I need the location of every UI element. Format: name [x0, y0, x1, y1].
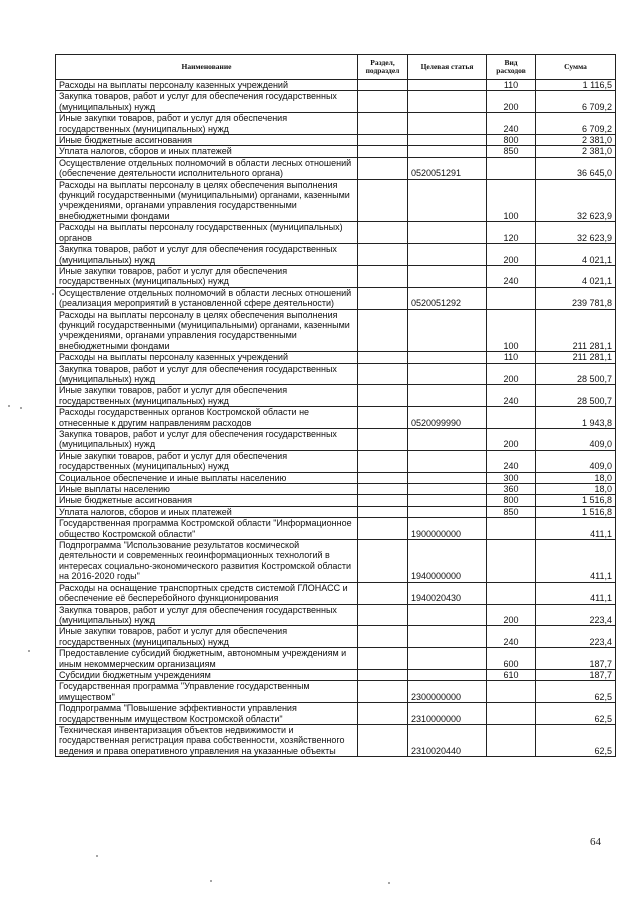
table-row — [56, 80, 616, 91]
row-section — [358, 669, 408, 680]
row-name: Иные бюджетные ассигнования — [56, 495, 358, 506]
row-target: 0520051291 — [408, 157, 487, 179]
table-row — [56, 222, 616, 244]
table-row — [56, 450, 616, 472]
row-target — [408, 363, 487, 385]
row-sum: 223,4 — [536, 626, 616, 648]
row-target: 2300000000 — [408, 681, 487, 703]
row-sum: 2 381,0 — [536, 146, 616, 157]
row-sum: 211 281,1 — [536, 352, 616, 363]
row-name: Иные выплаты населению — [56, 484, 358, 495]
table-row — [56, 518, 616, 540]
row-target: 1900000000 — [408, 518, 487, 540]
row-name: Иные закупки товаров, работ и услуг для обеспечения государственных (муниципальных) нужд — [56, 113, 358, 135]
row-target — [408, 222, 487, 244]
row-name: Закупка товаров, работ и услуг для обеспечения государственных (муниципальных) нужд — [56, 244, 358, 266]
row-sum: 6 709,2 — [536, 113, 616, 135]
row-type — [487, 703, 536, 725]
row-section — [358, 703, 408, 725]
row-sum: 28 500,7 — [536, 385, 616, 407]
table-body — [56, 80, 616, 757]
row-target — [408, 135, 487, 146]
table-row — [56, 429, 616, 451]
row-name: Предоставление субсидий бюджетным, автономным учреждениям и иным некоммерческим организациям — [56, 648, 358, 670]
scan-speck — [52, 293, 54, 295]
header-sum: Сумма — [536, 55, 616, 80]
header-target: Целевая статья — [408, 55, 487, 80]
row-type: 800 — [487, 495, 536, 506]
row-target — [408, 484, 487, 495]
row-section — [358, 363, 408, 385]
row-sum: 18,0 — [536, 484, 616, 495]
table-row — [56, 506, 616, 517]
row-section — [358, 518, 408, 540]
row-section — [358, 265, 408, 287]
row-sum: 32 623,9 — [536, 222, 616, 244]
row-section — [358, 80, 408, 91]
row-sum: 411,1 — [536, 540, 616, 583]
row-name: Государственная программа "Управление государственным имуществом" — [56, 681, 358, 703]
row-sum: 1 116,5 — [536, 80, 616, 91]
row-name: Подпрограмма "Использование результатов космической деятельности и современных геоинформационных технологий в интересах социально-экономического развития Костромской области на 2016-2020 годы" — [56, 540, 358, 583]
row-target: 2310000000 — [408, 703, 487, 725]
row-target — [408, 450, 487, 472]
table-row — [56, 352, 616, 363]
header-type: Вид расходов — [487, 55, 536, 80]
row-section — [358, 724, 408, 756]
table-row — [56, 91, 616, 113]
row-type: 110 — [487, 352, 536, 363]
row-name: Расходы на выплаты персоналу в целях обеспечения выполнения функций государственными (муниципальными) органами, казенными учреждениями, органами управления государственными внебюджетными фондами — [56, 179, 358, 222]
row-sum: 223,4 — [536, 604, 616, 626]
scan-speck — [210, 880, 212, 882]
row-section — [358, 648, 408, 670]
table-row — [56, 681, 616, 703]
row-type: 240 — [487, 113, 536, 135]
row-name: Расходы на выплаты персоналу казенных учреждений — [56, 80, 358, 91]
row-sum: 32 623,9 — [536, 179, 616, 222]
scan-speck — [28, 650, 30, 652]
row-type: 200 — [487, 244, 536, 266]
table-header — [56, 55, 616, 80]
scan-speck — [20, 407, 22, 409]
row-target — [408, 495, 487, 506]
row-target: 2310020440 — [408, 724, 487, 756]
row-name: Иные закупки товаров, работ и услуг для обеспечения государственных (муниципальных) нужд — [56, 626, 358, 648]
table-row — [56, 309, 616, 352]
row-section — [358, 429, 408, 451]
row-sum: 409,0 — [536, 450, 616, 472]
row-sum: 187,7 — [536, 669, 616, 680]
header-row — [56, 55, 616, 80]
row-type: 360 — [487, 484, 536, 495]
row-target — [408, 265, 487, 287]
row-type: 100 — [487, 309, 536, 352]
table-row — [56, 724, 616, 756]
row-sum: 28 500,7 — [536, 363, 616, 385]
row-target — [408, 385, 487, 407]
row-section — [358, 179, 408, 222]
row-section — [358, 407, 408, 429]
table-row — [56, 179, 616, 222]
row-target — [408, 179, 487, 222]
row-name: Осуществление отдельных полномочий в области лесных отношений (обеспечение деятельности исполнительного органа) — [56, 157, 358, 179]
row-type: 240 — [487, 626, 536, 648]
row-type — [487, 724, 536, 756]
row-type: 240 — [487, 265, 536, 287]
row-target — [408, 669, 487, 680]
table-row — [56, 626, 616, 648]
scan-speck — [96, 855, 98, 857]
row-target — [408, 604, 487, 626]
row-section — [358, 506, 408, 517]
row-target — [408, 429, 487, 451]
row-section — [358, 540, 408, 583]
row-name: Закупка товаров, работ и услуг для обеспечения государственных (муниципальных) нужд — [56, 429, 358, 451]
row-sum: 4 021,1 — [536, 244, 616, 266]
row-target — [408, 506, 487, 517]
row-target: 1940000000 — [408, 540, 487, 583]
row-section — [358, 352, 408, 363]
row-target — [408, 309, 487, 352]
row-name: Уплата налогов, сборов и иных платежей — [56, 146, 358, 157]
row-sum: 211 281,1 — [536, 309, 616, 352]
row-name: Закупка товаров, работ и услуг для обеспечения государственных (муниципальных) нужд — [56, 363, 358, 385]
row-name: Закупка товаров, работ и услуг для обеспечения государственных (муниципальных) нужд — [56, 604, 358, 626]
row-type: 200 — [487, 363, 536, 385]
row-type: 200 — [487, 604, 536, 626]
row-name: Иные закупки товаров, работ и услуг для обеспечения государственных (муниципальных) нужд — [56, 265, 358, 287]
table-row — [56, 135, 616, 146]
row-section — [358, 287, 408, 309]
row-section — [358, 681, 408, 703]
row-section — [358, 113, 408, 135]
row-target: 1940020430 — [408, 582, 487, 604]
row-sum: 6 709,2 — [536, 91, 616, 113]
row-type — [487, 287, 536, 309]
row-section — [358, 222, 408, 244]
row-sum: 2 381,0 — [536, 135, 616, 146]
row-section — [358, 91, 408, 113]
row-section — [358, 135, 408, 146]
row-name: Уплата налогов, сборов и иных платежей — [56, 506, 358, 517]
row-type: 240 — [487, 450, 536, 472]
row-section — [358, 450, 408, 472]
row-name: Расходы на выплаты персоналу казенных учреждений — [56, 352, 358, 363]
table-row — [56, 540, 616, 583]
row-section — [358, 495, 408, 506]
table-row — [56, 244, 616, 266]
row-name: Субсидии бюджетным учреждениям — [56, 669, 358, 680]
row-sum: 1 516,8 — [536, 506, 616, 517]
row-name: Иные бюджетные ассигнования — [56, 135, 358, 146]
row-sum: 187,7 — [536, 648, 616, 670]
row-type: 610 — [487, 669, 536, 680]
table-row — [56, 669, 616, 680]
header-section: Раздел, подраздел — [358, 55, 408, 80]
row-sum: 18,0 — [536, 472, 616, 483]
row-type: 120 — [487, 222, 536, 244]
table-row — [56, 703, 616, 725]
row-type: 800 — [487, 135, 536, 146]
row-name: Социальное обеспечение и иные выплаты населению — [56, 472, 358, 483]
row-name: Государственная программа Костромской области "Информационное общество Костромской области" — [56, 518, 358, 540]
row-sum: 62,5 — [536, 681, 616, 703]
row-target — [408, 472, 487, 483]
table-row — [56, 287, 616, 309]
row-section — [358, 472, 408, 483]
row-sum: 4 021,1 — [536, 265, 616, 287]
scan-speck — [388, 882, 390, 884]
row-sum: 1 516,8 — [536, 495, 616, 506]
row-section — [358, 484, 408, 495]
row-type: 200 — [487, 91, 536, 113]
row-section — [358, 604, 408, 626]
row-target — [408, 80, 487, 91]
table-row — [56, 385, 616, 407]
row-name: Расходы на оснащение транспортных средств системой ГЛОНАСС и обеспечение её бесперебойного функционирования — [56, 582, 358, 604]
row-name: Расходы государственных органов Костромской области не отнесенные к другим направлениям расходов — [56, 407, 358, 429]
row-target — [408, 352, 487, 363]
row-type: 100 — [487, 179, 536, 222]
row-sum: 62,5 — [536, 724, 616, 756]
row-type — [487, 582, 536, 604]
table-row — [56, 604, 616, 626]
row-type: 110 — [487, 80, 536, 91]
row-section — [358, 146, 408, 157]
row-type: 240 — [487, 385, 536, 407]
row-section — [358, 582, 408, 604]
row-target — [408, 626, 487, 648]
row-name: Расходы на выплаты персоналу государственных (муниципальных) органов — [56, 222, 358, 244]
row-type: 300 — [487, 472, 536, 483]
row-target — [408, 113, 487, 135]
row-sum: 409,0 — [536, 429, 616, 451]
row-name: Техническая инвентаризация объектов недвижимости и государственная регистрация права собственности, хозяйственного ведения и права оперативного управления на указанные объекты — [56, 724, 358, 756]
row-type — [487, 681, 536, 703]
page-number: 64 — [590, 836, 601, 848]
row-sum: 62,5 — [536, 703, 616, 725]
row-sum: 239 781,8 — [536, 287, 616, 309]
row-sum: 1 943,8 — [536, 407, 616, 429]
table-row — [56, 582, 616, 604]
row-target — [408, 91, 487, 113]
row-type: 200 — [487, 429, 536, 451]
row-target — [408, 648, 487, 670]
table-row — [56, 648, 616, 670]
row-type: 850 — [487, 506, 536, 517]
row-name: Расходы на выплаты персоналу в целях обеспечения выполнения функций государственными (муниципальными) органами, казенными учреждениями, органами управления государственными внебюджетными фондами — [56, 309, 358, 352]
row-name: Иные закупки товаров, работ и услуг для обеспечения государственных (муниципальных) нужд — [56, 385, 358, 407]
row-target — [408, 146, 487, 157]
row-section — [358, 244, 408, 266]
table-row — [56, 484, 616, 495]
row-sum: 36 645,0 — [536, 157, 616, 179]
row-type: 850 — [487, 146, 536, 157]
table-row — [56, 472, 616, 483]
row-section — [358, 309, 408, 352]
table-row — [56, 407, 616, 429]
scan-speck — [8, 405, 10, 407]
table-row — [56, 157, 616, 179]
row-section — [358, 157, 408, 179]
table-row — [56, 495, 616, 506]
table-row — [56, 113, 616, 135]
row-type — [487, 540, 536, 583]
row-target — [408, 244, 487, 266]
header-name: Наименование — [56, 55, 358, 80]
row-name: Осуществление отдельных полномочий в области лесных отношений (реализация мероприятий в установленной сфере деятельности) — [56, 287, 358, 309]
row-target: 0520099990 — [408, 407, 487, 429]
table-row — [56, 146, 616, 157]
table-row — [56, 363, 616, 385]
row-type: 600 — [487, 648, 536, 670]
row-type — [487, 157, 536, 179]
row-sum: 411,1 — [536, 518, 616, 540]
row-section — [358, 626, 408, 648]
row-name: Подпрограмма "Повышение эффективности управления государственным имуществом Костромской области" — [56, 703, 358, 725]
row-name: Закупка товаров, работ и услуг для обеспечения государственных (муниципальных) нужд — [56, 91, 358, 113]
row-section — [358, 385, 408, 407]
table-row — [56, 265, 616, 287]
row-name: Иные закупки товаров, работ и услуг для обеспечения государственных (муниципальных) нужд — [56, 450, 358, 472]
budget-table — [55, 54, 616, 757]
row-type — [487, 407, 536, 429]
row-type — [487, 518, 536, 540]
row-sum: 411,1 — [536, 582, 616, 604]
row-target: 0520051292 — [408, 287, 487, 309]
